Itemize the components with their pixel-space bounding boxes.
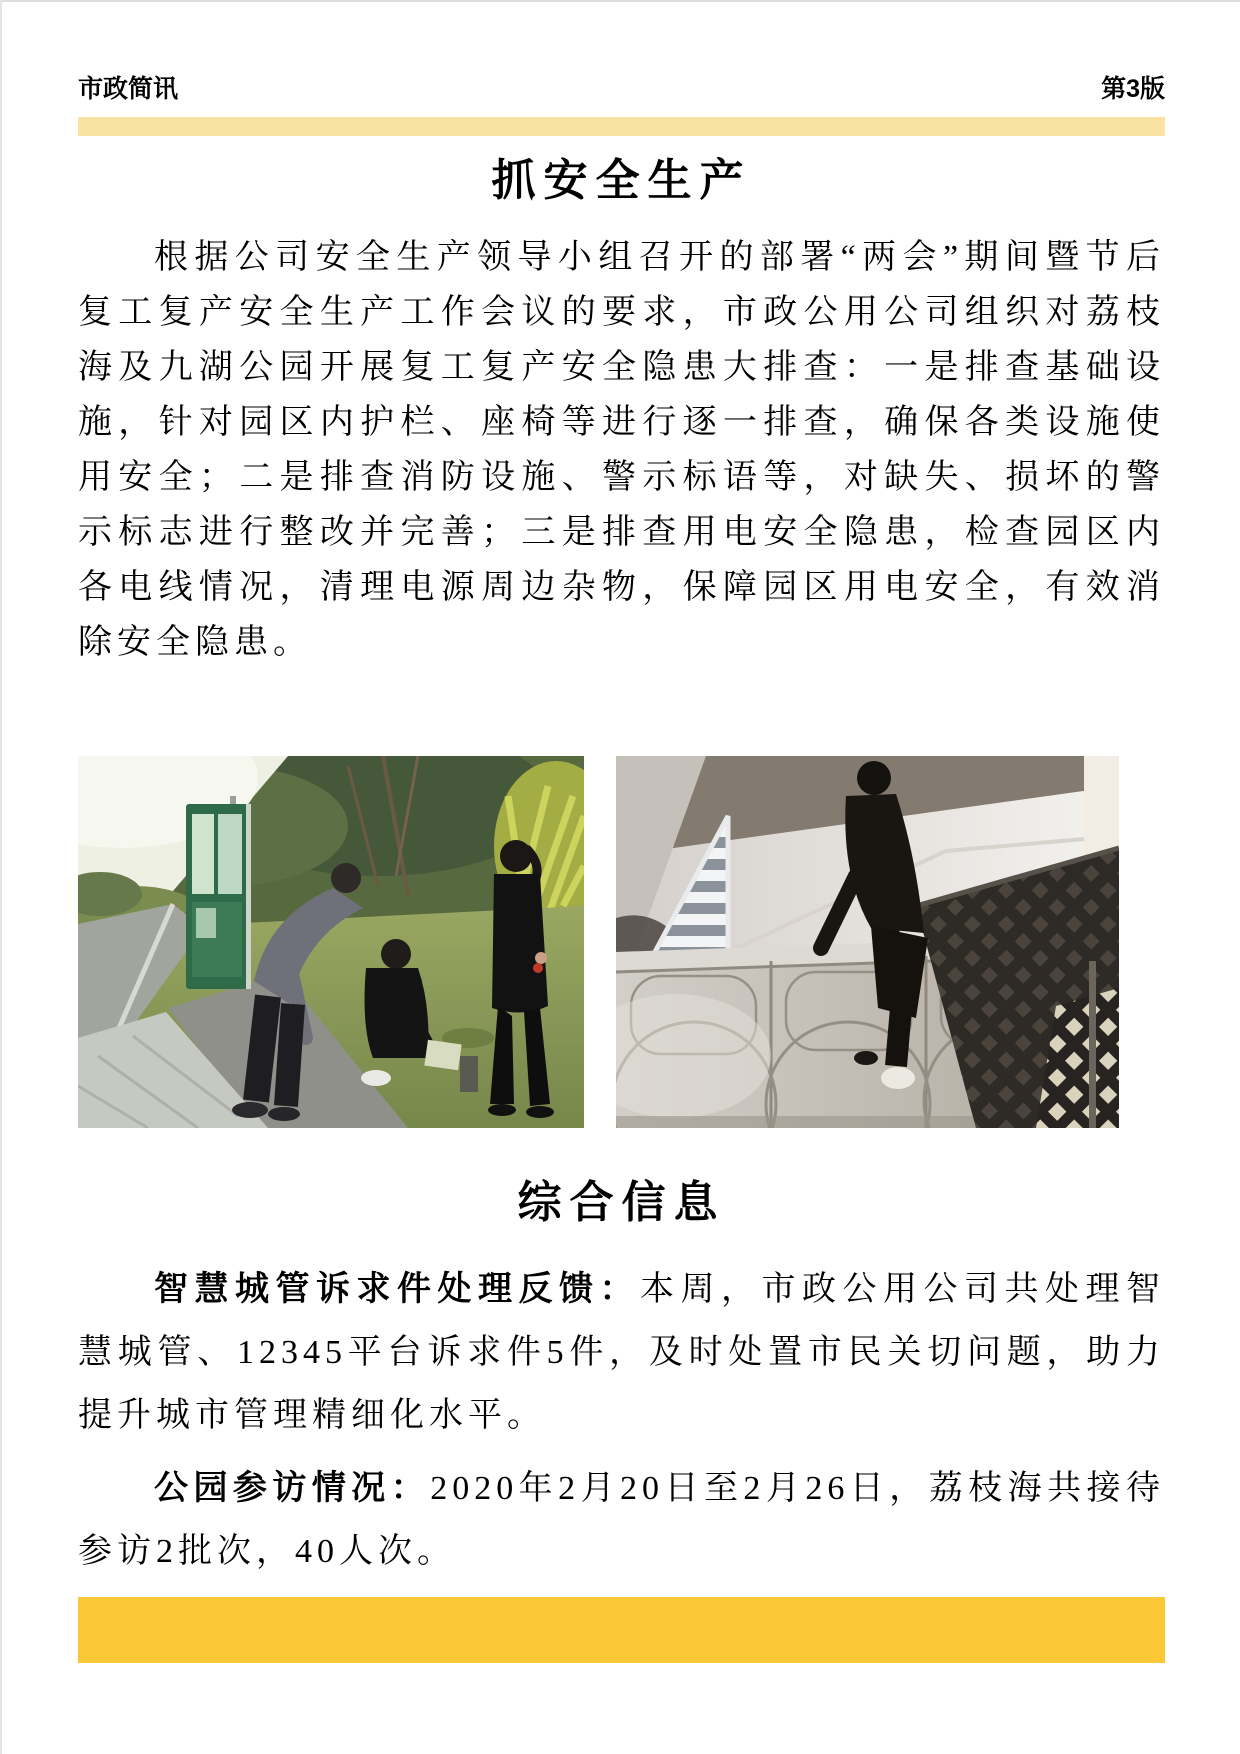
page-content [78, 0, 1165, 1663]
bottom-divider-bar [78, 1597, 1165, 1663]
page-number: 第3版 [1101, 75, 1165, 103]
info-item-smart-city [78, 1258, 1165, 1447]
info-item-text: 2020年2月20日至2月26日，荔枝海共接待参访2批次，40人次。 [78, 1470, 1166, 1570]
info-item-park-visits [78, 1457, 1165, 1583]
article2-title: 综合信息 [517, 1178, 726, 1227]
article1-body: 根据公司安全生产领导小组召开的部署“两会”期间暨节后复工复产安全生产工作会议的要求，市政公用公司组织对荔枝海及九湖公园开展复工复产安全隐患大排查：一是排查基础设施，针对园区内护栏、座椅等进行逐一排查，确保各类设施使用安全；二是排查消防设施、警示标语等，对缺失、损坏的警示标志进行整改并完善；三是排查用电安全隐患，检查园区内各电线情况，清理电源周边杂物，保障园区用电安全，有效消除安全隐患。 [78, 239, 1165, 661]
water-tank-photo-illustration [616, 756, 1119, 1128]
park-photo-illustration [78, 756, 584, 1128]
info-item-label: 智慧城管诉求件处理反馈： [154, 1271, 640, 1308]
photo-row [78, 756, 1165, 1128]
newsletter-name: 市政简讯 [78, 75, 179, 103]
water-tank-inspection-photo [616, 756, 1119, 1128]
page-edge-left [0, 0, 2, 1754]
park-inspection-photo [78, 756, 584, 1128]
top-divider-bar [78, 117, 1165, 136]
page-header [78, 0, 1165, 104]
article1-title: 抓安全生产 [491, 156, 752, 205]
info-item-label: 公园参访情况： [154, 1470, 431, 1507]
info-item-text: 本周，市政公用公司共处理智慧城管、12345平台诉求件5件，及时处置市民关切问题，助力提升城市管理精细化水平。 [78, 1271, 1165, 1434]
